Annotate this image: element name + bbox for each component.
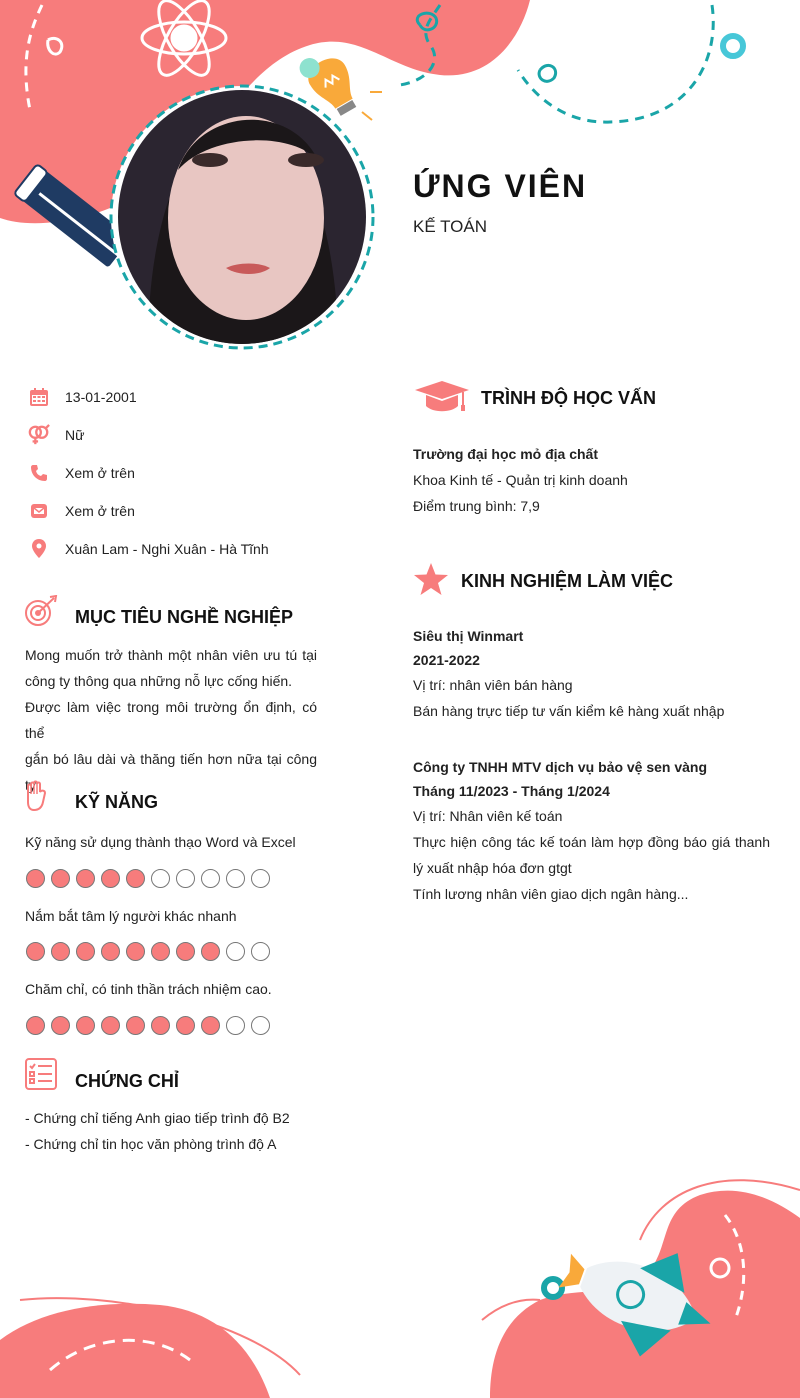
- rating-dot-filled: [176, 1016, 195, 1035]
- rating-dot-filled: [51, 1016, 70, 1035]
- target-icon: [24, 595, 58, 632]
- rating-dot-empty: [201, 869, 220, 888]
- gpa: Điểm trung bình: 7,9: [413, 498, 540, 514]
- rating-dot-empty: [176, 869, 195, 888]
- birthday-row: [28, 385, 137, 409]
- faculty: Khoa Kinh tế - Quản trị kinh doanh: [413, 472, 628, 488]
- objective-text: [25, 642, 317, 798]
- rating-dot-filled: [76, 869, 95, 888]
- phone-icon: [28, 462, 50, 484]
- gender-icon: [28, 424, 50, 446]
- gender-value: Nữ: [65, 427, 85, 443]
- objective-line: gắn bó lâu dài và thăng tiến hơn nữa tại công: [25, 751, 317, 767]
- certificates-title: CHỨNG CHỈ: [75, 1071, 179, 1091]
- skill-label: Kỹ năng sử dụng thành thạo Word và Excel: [25, 834, 296, 850]
- objective-line: Mong muốn trở thành một nhân viên ưu tú tại: [25, 647, 317, 663]
- rating-dot-empty: [151, 869, 170, 888]
- rating-dot-filled: [101, 942, 120, 961]
- rating-dot-empty: [226, 869, 245, 888]
- rating-dot-filled: [126, 942, 145, 961]
- location-icon: [28, 538, 50, 560]
- company-name: Siêu thị Winmart: [413, 628, 524, 644]
- certificate-item: - Chứng chỉ tiếng Anh giao tiếp trình độ B2: [25, 1110, 290, 1126]
- graduation-cap-icon: [413, 380, 471, 419]
- rating-dot-filled: [51, 869, 70, 888]
- rating-dot-filled: [201, 1016, 220, 1035]
- objective-title: MỤC TIÊU NGHỀ NGHIỆP: [75, 607, 294, 627]
- objective-line: ty: [25, 777, 36, 793]
- skill-label: Chăm chỉ, có tinh thần trách nhiệm cao.: [25, 981, 272, 997]
- skill-label: Nắm bắt tâm lý người khác nhanh: [25, 908, 237, 924]
- rating-dot-filled: [151, 1016, 170, 1035]
- email-value: Xem ở trên: [65, 503, 135, 519]
- hand-icon: [25, 780, 47, 817]
- rating-dot-filled: [126, 1016, 145, 1035]
- rating-dot-filled: [101, 1016, 120, 1035]
- job-line: lý xuất nhập hóa đơn gtgt: [413, 860, 572, 876]
- checklist-icon: [25, 1058, 57, 1095]
- school-name: Trường đại học mỏ địa chất: [413, 446, 599, 462]
- job-line: Thực hiện công tác kế toán làm hợp đồng báo giá thanh: [413, 834, 770, 850]
- candidate-name: ỨNG VIÊN: [413, 168, 588, 204]
- rating-dot-filled: [26, 869, 45, 888]
- email-icon: [28, 500, 50, 522]
- job-line: Tính lương nhân viên giao dịch ngân hàng...: [413, 886, 689, 902]
- objective-line: Được làm việc trong môi trường ổn định, có thể: [25, 699, 317, 741]
- rating-dot-filled: [151, 942, 170, 961]
- rating-dot-filled: [76, 1016, 95, 1035]
- rating-dot-filled: [51, 942, 70, 961]
- skill-rating: [26, 869, 270, 888]
- phone-row: [28, 461, 135, 485]
- calendar-icon: [28, 386, 50, 408]
- job-entry: [413, 755, 770, 907]
- rating-dot-empty: [226, 1016, 245, 1035]
- rating-dot-filled: [101, 869, 120, 888]
- gender-row: [28, 423, 84, 447]
- rating-dot-empty: [251, 942, 270, 961]
- rating-dot-empty: [226, 942, 245, 961]
- objective-line: công ty thông qua những nỗ lực cống hiến.: [25, 673, 293, 689]
- rating-dot-empty: [251, 1016, 270, 1035]
- phone-value: Xem ở trên: [65, 465, 135, 481]
- skill-rating: [26, 942, 270, 961]
- job-period: 2021-2022: [413, 652, 480, 668]
- star-icon: [413, 562, 449, 601]
- skills-title: KỸ NĂNG: [75, 792, 159, 812]
- company-name: Công ty TNHH MTV dịch vụ bảo vệ sen vàng: [413, 759, 708, 775]
- education-title: TRÌNH ĐỘ HỌC VẤN: [481, 388, 656, 408]
- rating-dot-empty: [251, 869, 270, 888]
- rating-dot-filled: [76, 942, 95, 961]
- certificate-item: - Chứng chỉ tin học văn phòng trình độ A: [25, 1136, 277, 1152]
- job-period: Tháng 11/2023 - Tháng 1/2024: [413, 783, 610, 799]
- profile-photo: [118, 90, 366, 344]
- job-line: Vị trí: nhân viên bán hàng: [413, 677, 573, 693]
- education-details: [413, 441, 628, 519]
- certificate-list: [25, 1105, 290, 1157]
- job-entry: [413, 624, 770, 724]
- rating-dot-filled: [176, 942, 195, 961]
- rating-dot-filled: [126, 869, 145, 888]
- job-title: KẾ TOÁN: [413, 217, 488, 236]
- rating-dot-filled: [201, 942, 220, 961]
- email-row: [28, 499, 135, 523]
- address-row: [28, 537, 269, 561]
- job-line: Vị trí: Nhân viên kế toán: [413, 808, 563, 824]
- job-line: Bán hàng trực tiếp tư vấn kiểm kê hàng xuất nhập: [413, 703, 725, 719]
- address-value: Xuân Lam - Nghi Xuân - Hà Tĩnh: [65, 541, 269, 557]
- experience-title: KINH NGHIỆM LÀM VIỆC: [461, 571, 674, 591]
- birthday-value: 13-01-2001: [65, 389, 137, 405]
- skill-rating: [26, 1016, 270, 1035]
- rating-dot-filled: [26, 942, 45, 961]
- rating-dot-filled: [26, 1016, 45, 1035]
